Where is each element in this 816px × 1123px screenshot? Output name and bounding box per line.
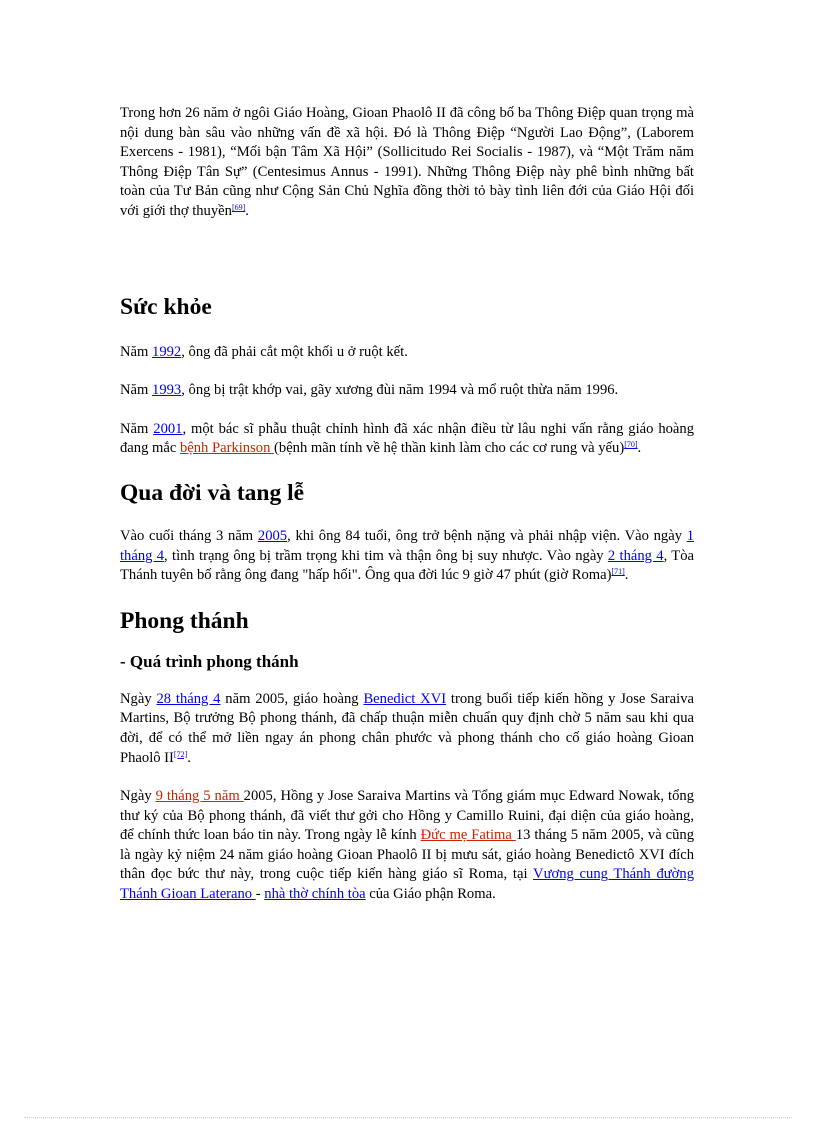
page-bottom-divider — [24, 1117, 792, 1118]
reference-link-72[interactable]: [72] — [173, 749, 188, 759]
link-2005[interactable]: 2005 — [257, 527, 288, 544]
intro-paragraph: Trong hơn 26 năm ở ngôi Giáo Hoàng, Gioan Phaolô II đã công bố ba Thông Điệp quan trọng mà nội dung bàn sâu vào những vấn đề xã hội. Đó là Thông Điệp “Người Lao Động”, (Laborem Exercens - 1981), “Mối bận Tâm Xã Hội” (Sollicitudo Rei Socialis - 1987), và “Một Trăm năm Thông Điệp Tân Sự” (Centesimus Annus - 1991). Những Thông Điệp này phê bình những bất toàn của Tư Bản cũng như Cộng Sản Chủ Nghĩa đồng thời tỏ bày tình liên đới của Giáo Hội đối với giới thợ thuyền[69]. — [120, 105, 694, 219]
health-paragraph-3: Năm 2001, một bác sĩ phẫu thuật chỉnh hình đã xác nhận điều từ lâu nghi vấn rằng giáo hoàng đang mắc bệnh Parkinson (bệnh mãn tính về hệ thần kinh làm cho các cơ rung và yếu)[70]. — [120, 420, 694, 457]
canonization-paragraph-2: Ngày 9 tháng 5 năm 2005, Hồng y Jose Saraiva Martins và Tổng giám mục Edward Nowak, tổng thư ký của Bộ phong thánh, đã viết thư gởi cho Hồng y Camillo Ruini, đại diện của giáo hoàng, để chính thức loan báo tin này. Trong ngày lễ kính Đức mẹ Fatima 13 tháng 5 năm 2005, và cũng là ngày kỷ niệm 24 năm giáo hoàng Gioan Phaolô II bị mưu sát, giáo hoàng Benedictô XVI đích thân đọc bức thư này, trong cuộc tiếp kiến hàng giáo sĩ Roma, tại Vương cung Thánh đường Thánh Gioan Laterano - nhà thờ chính tòa của Giáo phận Roma. — [120, 788, 695, 903]
reference-70[interactable] — [624, 440, 637, 449]
link-benedict-xvi[interactable]: Benedict XVI — [363, 690, 447, 707]
heading-death: Qua đời và tang lễ — [120, 479, 305, 506]
reference-link-70[interactable]: [70] — [624, 440, 638, 450]
death-paragraph: Vào cuối tháng 3 năm 2005, khi ông 84 tuổi, ông trở bệnh nặng và phải nhập viện. Vào ngày 1 tháng 4, tình trạng ông bị trầm trọng khi tim và thận ông bị suy nhược. Vào ngày 2 tháng 4, Tòa Thánh tuyên bố rằng ông đang "hấp hối". Ông qua đời lúc 9 giờ 47 phút (giờ Roma)[71]. — [120, 527, 695, 584]
link-2001[interactable]: 2001 — [153, 420, 183, 437]
heading-canonization: Phong thánh — [120, 607, 249, 634]
reference-69[interactable] — [232, 203, 245, 212]
document-page — [120, 104, 694, 905]
health-paragraph-1: Năm 1992, ông đã phải cắt một khối u ở ruột kết. — [120, 343, 408, 360]
link-duc-me-fatima[interactable]: Đức mẹ Fatima — [420, 827, 516, 844]
link-1993[interactable]: 1993 — [152, 382, 182, 399]
link-1992[interactable]: 1992 — [152, 343, 182, 360]
reference-link-71[interactable]: [71] — [611, 567, 625, 577]
link-nha-tho-chinh-toa[interactable]: nhà thờ chính tòa — [264, 886, 366, 903]
canonization-paragraph-1: Ngày 28 tháng 4 năm 2005, giáo hoàng Benedict XVI trong buổi tiếp kiến hồng y Jose Saraiva Martins, Bộ trưởng Bộ phong thánh, đã chấp thuận miễn chuẩn quy định chờ 5 năm sau khi qua đời, để có thể mở liền ngay án phong chân phước và phong thánh cho cố giáo hoàng Gioan Phaolô II[72]. — [120, 690, 694, 766]
link-parkinson[interactable]: bệnh Parkinson — [179, 440, 275, 457]
link-2-thang-4[interactable]: 2 tháng 4 — [607, 547, 664, 564]
heading-health: Sức khỏe — [120, 293, 212, 320]
link-vuong-cung-thanh-duong[interactable]: Vương cung Thánh đường Thánh Gioan Laterano — [120, 866, 694, 903]
health-paragraph-2: Năm 1993, ông bị trật khớp vai, gãy xương đùi năm 1994 và mổ ruột thừa năm 1996. — [120, 382, 619, 399]
link-1-thang-4[interactable]: 1 tháng 4 — [120, 527, 695, 564]
reference-72[interactable] — [174, 750, 187, 759]
subheading-canonization-process: - Quá trình phong thánh — [120, 651, 299, 671]
reference-71[interactable] — [611, 567, 624, 576]
link-28-thang-4[interactable]: 28 tháng 4 — [156, 690, 221, 707]
reference-link-69[interactable]: [69] — [231, 202, 246, 212]
link-9-thang-5-nam[interactable]: 9 tháng 5 năm — [155, 788, 244, 805]
